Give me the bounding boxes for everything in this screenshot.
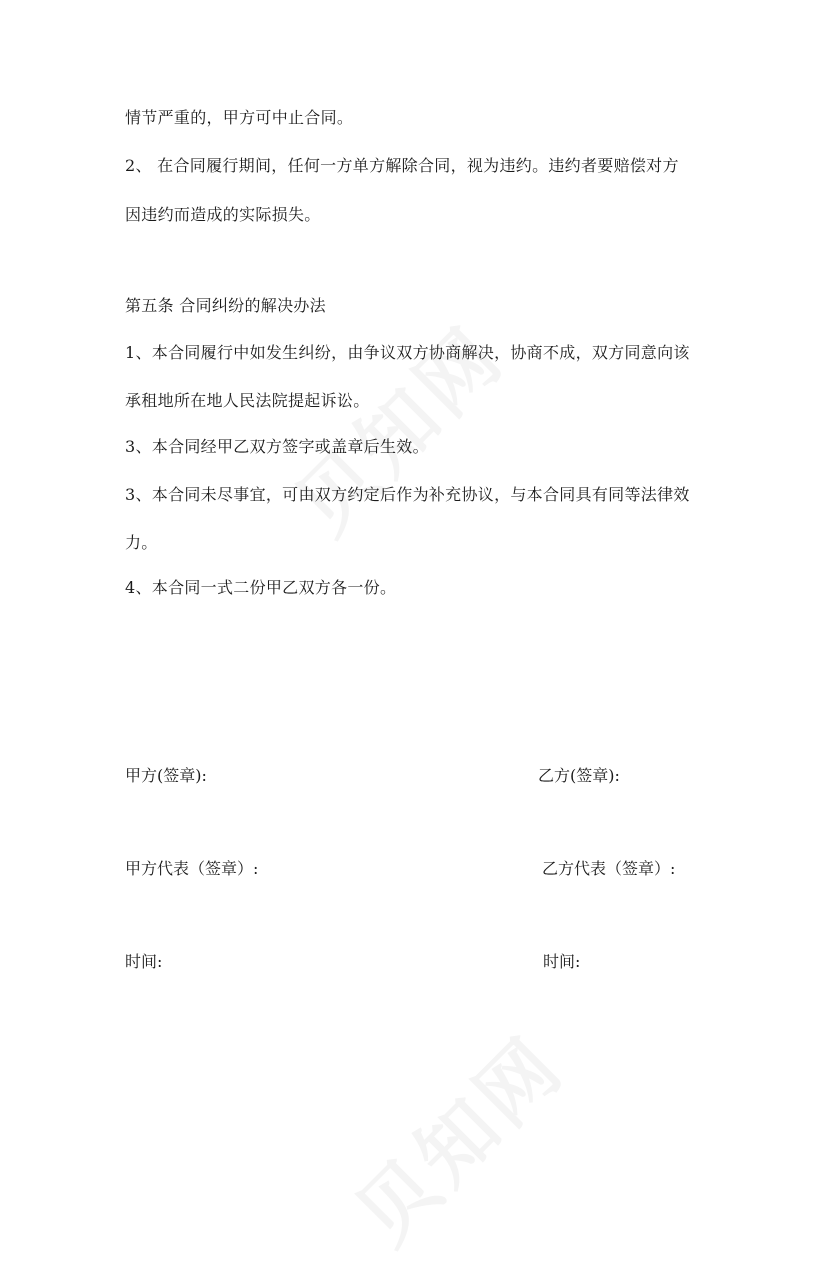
party-a-time-label: 时间: bbox=[125, 952, 163, 971]
paragraph-line: 4、本合同一式二份甲乙双方各一份。 bbox=[125, 578, 397, 597]
paragraph-line: 力。 bbox=[125, 533, 158, 552]
paragraph-line: 3、本合同未尽事宜，可由双方约定后作为补充协议，与本合同具有同等法律效 bbox=[125, 485, 690, 504]
party-b-time-label: 时间: bbox=[543, 952, 581, 971]
watermark bbox=[327, 1007, 584, 1264]
party-a-seal-label: 甲方(签章): bbox=[125, 766, 207, 785]
paragraph-line: 承租地所在地人民法院提起诉讼。 bbox=[125, 391, 370, 410]
paragraph-line: 因违约而造成的实际损失。 bbox=[125, 205, 321, 224]
paragraph-line: 情节严重的，甲方可中止合同。 bbox=[125, 108, 354, 127]
paragraph-line: 3、本合同经甲乙双方签字或盖章后生效。 bbox=[125, 437, 429, 456]
party-b-seal-label: 乙方(签章): bbox=[538, 766, 620, 785]
party-a-rep-label: 甲方代表（签章）: bbox=[125, 859, 259, 878]
party-b-rep-label: 乙方代表（签章）: bbox=[542, 859, 676, 878]
paragraph-line: 2、 在合同履行期间，任何一方单方解除合同，视为违约。违约者要赔偿对方 bbox=[125, 156, 679, 175]
watermark bbox=[267, 297, 524, 554]
paragraph-line: 1、本合同履行中如发生纠纷，由争议双方协商解决，协商不成，双方同意向该 bbox=[125, 343, 690, 362]
section-heading: 第五条 合同纠纷的解决办法 bbox=[125, 296, 326, 315]
